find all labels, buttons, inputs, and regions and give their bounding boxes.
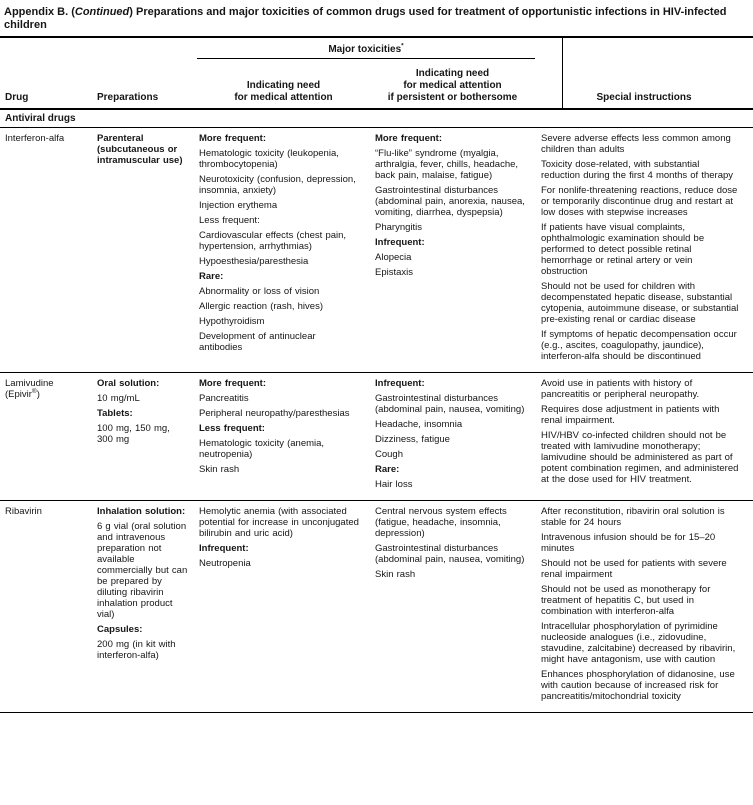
- paragraph: HIV/HBV co-infected children should not be treated with lamivudine monotherapy; lamivudine should be administered as part of potent combination regimen, and administered at the dose used for HIV treatment.: [541, 430, 739, 485]
- toxicity-medical-attention-cell: [197, 128, 370, 372]
- paragraph: Less frequent:: [199, 215, 260, 226]
- toxicity-persistent-bothersome-cell: [370, 128, 535, 372]
- paragraph: Hemolytic anemia (with associated potential for increase in unconjugated bilirubin and uric acid): [199, 506, 359, 539]
- toxicity-persistent-bothersome-cell: [370, 373, 535, 500]
- paragraph: Skin rash: [375, 569, 416, 580]
- paragraph: Tablets:: [97, 408, 133, 419]
- paragraph: Central nervous system effects (fatigue, headache, insomnia, depression): [375, 506, 507, 539]
- paragraph: If patients have visual complaints, ophthalmologic examination should be performed to detect possible retinal hemorrhage or retinal artery or vein obstruction: [541, 222, 705, 277]
- table-row: [0, 500, 753, 712]
- preparations-cell: [97, 501, 197, 712]
- paragraph: More frequent:: [375, 133, 442, 144]
- paragraph: Abnormality or loss of vision: [199, 286, 320, 297]
- table-row: [0, 128, 753, 372]
- column-header-drug: Drug: [5, 92, 29, 103]
- paragraph: Neurotoxicity (confusion, depression, insomnia, anxiety): [199, 174, 356, 196]
- section-antiviral-drugs: Antiviral drugs: [0, 110, 753, 128]
- table-header: [0, 38, 753, 110]
- paragraph: Intracellular phosphorylation of pyrimidine nucleoside analogues (i.e., zidovudine, stavudine, zalcitabine) decreased by ribavirin, might have antagonism, use with caution: [541, 621, 736, 665]
- title-suffix: ) Preparations and major toxicities of common drugs used for treatment of opportunistic infections in HIV-infected children: [4, 6, 727, 31]
- paragraph: Gastrointestinal disturbances (abdominal pain, nausea, vomiting): [375, 543, 525, 565]
- paragraph: Hematologic toxicity (anemia, neutropenia): [199, 438, 325, 460]
- footnote-asterisk: *: [401, 42, 404, 50]
- toxicity-medical-attention-cell: [197, 373, 370, 500]
- special-instructions-cell: [535, 373, 753, 500]
- header-line: for medical attention: [234, 92, 333, 103]
- paragraph: Inhalation solution:: [97, 506, 186, 517]
- paragraph: Infrequent:: [199, 543, 249, 554]
- column-header-persistent-bothersome: [370, 68, 535, 104]
- header-line: if persistent or bothersome: [387, 92, 518, 103]
- paragraph: Should not be used for children with decompenstated hepatic disease, substantial cytopenia, autoimmune disease, or substantial pre-existing renal or cardiac disease: [541, 281, 739, 325]
- paragraph: After reconstitution, ribavirin oral solution is stable for 24 hours: [541, 506, 725, 528]
- paragraph: Peripheral neuropathy/paresthesias: [199, 408, 350, 419]
- paragraph: Less frequent:: [199, 423, 265, 434]
- header-line: for medical attention: [403, 80, 502, 91]
- toxicity-persistent-bothersome-cell: [370, 501, 535, 712]
- page-title: [0, 6, 753, 38]
- preparations-cell: [97, 128, 197, 372]
- paragraph: Intravenous infusion should be for 15–20 minutes: [541, 532, 716, 554]
- column-header-preparations: Preparations: [97, 92, 159, 103]
- drug-cell: [0, 501, 97, 712]
- paragraph: Avoid use in patients with history of pancreatitis or peripheral neuropathy.: [541, 378, 700, 400]
- paragraph: 10 mg/mL: [97, 393, 140, 404]
- paragraph: Hypoesthesia/paresthesia: [199, 256, 309, 267]
- special-instructions-cell: [535, 128, 753, 372]
- paragraph: For nonlife-threatening reactions, reduce dose or temporarily discontinue drug and restart at low doses with stepwise increases: [541, 185, 738, 218]
- paragraph: Cough: [375, 449, 403, 460]
- paragraph: If symptoms of hepatic decompensation occur (e.g., ascites, coagulopathy, jaundice), interferon-alfa should be discontinued: [541, 329, 737, 362]
- paragraph: Headache, insomnia: [375, 419, 463, 430]
- paragraph: Toxicity dose-related, with substantial reduction during the first 4 months of therapy: [541, 159, 734, 181]
- column-header-special-instructions: Special instructions: [596, 92, 692, 103]
- paragraph: Lamivudine (Epivir®): [5, 378, 54, 400]
- paragraph: Severe adverse effects less common among children than adults: [541, 133, 731, 155]
- header-vertical-divider: [562, 38, 563, 108]
- title-prefix: Appendix B. (: [4, 6, 75, 18]
- registered-trademark: ®: [31, 387, 37, 395]
- table-row: [0, 372, 753, 500]
- paragraph: Pancreatitis: [199, 393, 249, 404]
- paragraph: Skin rash: [199, 464, 240, 475]
- paragraph: Should not be used for patients with severe renal impairment: [541, 558, 727, 580]
- special-instructions-cell: [535, 501, 753, 712]
- toxicity-medical-attention-cell: [197, 501, 370, 712]
- group-label: Major toxicities: [328, 44, 402, 55]
- paragraph: Rare:: [375, 464, 400, 475]
- paragraph: 200 mg (in kit with interferon-alfa): [97, 639, 176, 661]
- paragraph: Rare:: [199, 271, 224, 282]
- header-line: Indicating need: [415, 68, 490, 79]
- title-continued: Continued: [74, 6, 130, 18]
- paragraph: Parenteral (subcutaneous or intramuscular use): [97, 133, 183, 166]
- paragraph: Capsules:: [97, 624, 143, 635]
- column-group-major-toxicities: [197, 44, 535, 59]
- paragraph: Allergic reaction (rash, hives): [199, 301, 323, 312]
- paragraph: Dizziness, fatigue: [375, 434, 450, 445]
- header-line: Indicating need: [246, 80, 321, 91]
- paragraph: 100 mg, 150 mg, 300 mg: [97, 423, 170, 445]
- paragraph: Requires dose adjustment in patients with renal impairment.: [541, 404, 720, 426]
- paragraph: Infrequent:: [375, 237, 425, 248]
- paragraph: Infrequent:: [375, 378, 425, 389]
- paragraph: Neutropenia: [199, 558, 251, 569]
- paragraph: Cardiovascular effects (chest pain, hypertension, arrhythmias): [199, 230, 347, 252]
- drug-cell: [0, 128, 97, 372]
- preparations-cell: [97, 373, 197, 500]
- paragraph: Gastrointestinal disturbances (abdominal pain, anorexia, nausea, vomiting, diarrhea, dyspepsia): [375, 185, 525, 218]
- drug-cell: [0, 373, 97, 500]
- paragraph: Enhances phosphorylation of didanosine, use with caution because of increased risk for pancreatitis/mitochondrial toxicity: [541, 669, 735, 702]
- paragraph: Should not be used as monotherapy for treatment of hepatitis C, but used in combination with interferon-alfa: [541, 584, 711, 617]
- paragraph: Gastrointestinal disturbances (abdominal pain, nausea, vomiting): [375, 393, 525, 415]
- paragraph: Pharyngitis: [375, 222, 422, 233]
- paragraph: More frequent:: [199, 133, 266, 144]
- paragraph: Injection erythema: [199, 200, 278, 211]
- paragraph: Development of antinuclear antibodies: [199, 331, 316, 353]
- column-header-indicating-need: [197, 80, 370, 104]
- paragraph: Ribavirin: [5, 506, 42, 517]
- paragraph: Alopecia: [375, 252, 412, 263]
- paragraph: Hair loss: [375, 479, 413, 490]
- paragraph: 6 g vial (oral solution and intravenous preparation not available commercially but can be prepared by diluting ribavirin inhalation product vial): [97, 521, 188, 620]
- paragraph: More frequent:: [199, 378, 266, 389]
- paragraph: Interferon-alfa: [5, 133, 65, 144]
- paragraph: Hematologic toxicity (leukopenia, thrombocytopenia): [199, 148, 339, 170]
- paragraph: Oral solution:: [97, 378, 160, 389]
- paragraph: Epistaxis: [375, 267, 414, 278]
- paragraph: Hypothyroidism: [199, 316, 265, 327]
- paragraph: “Flu-like” syndrome (myalgia, arthralgia, fever, chills, headache, back pain, malaise, fatigue): [375, 148, 519, 181]
- table-body: [0, 128, 753, 713]
